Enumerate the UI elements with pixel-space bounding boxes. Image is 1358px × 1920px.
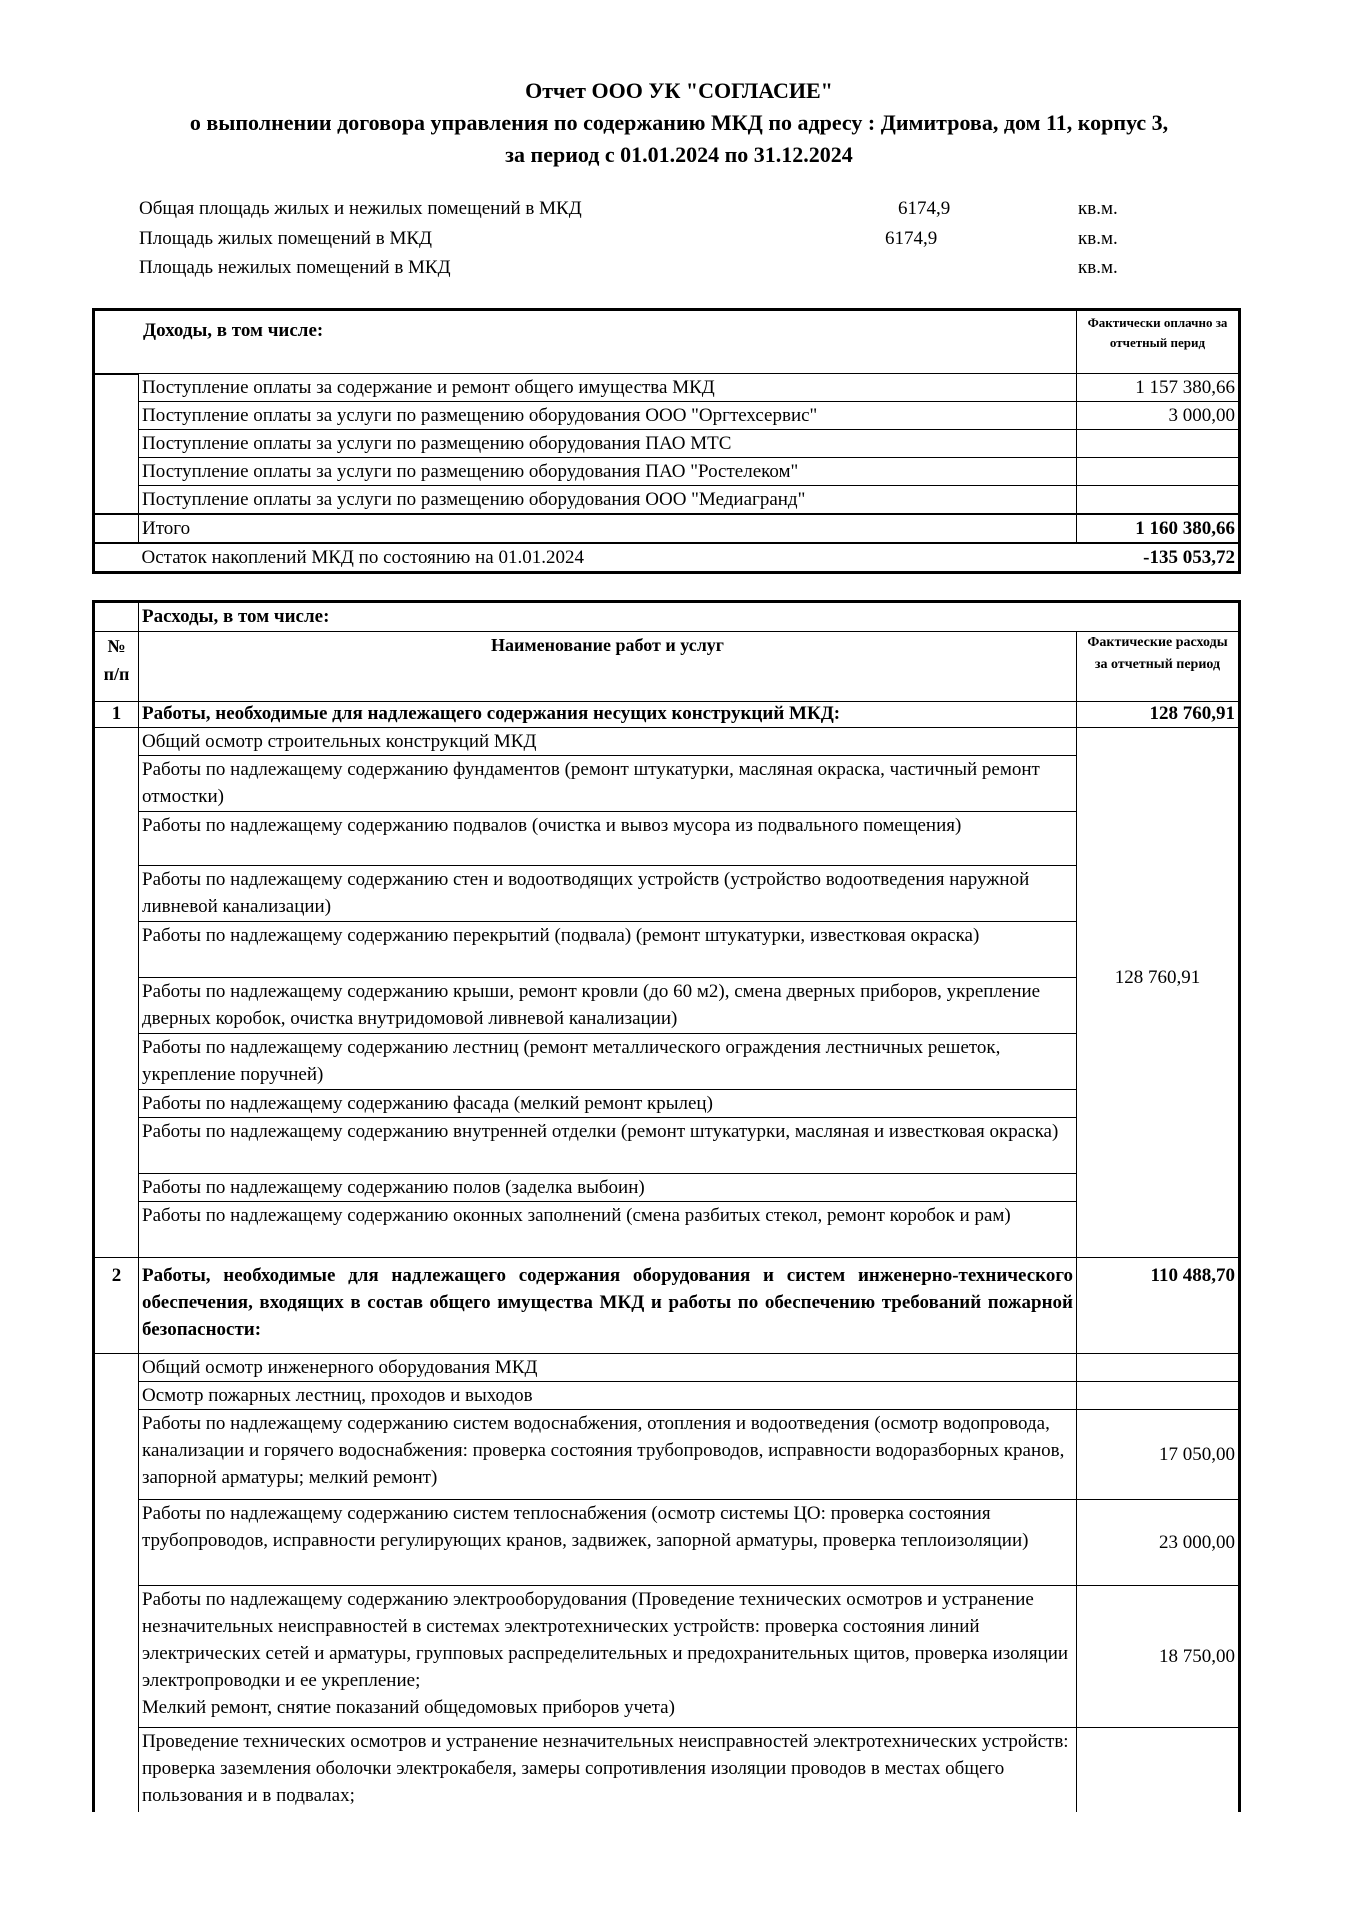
expenses-title: Расходы, в том числе:: [139, 602, 1240, 632]
area-living-value: 6174,9: [885, 228, 938, 249]
report-period: за период с 01.01.2024 по 31.12.2024: [505, 142, 853, 167]
section-num: 1: [94, 702, 139, 728]
work-item: Работы по надлежащему содержанию подвалов (очистка и вывоз мусора из подвального помещения): [139, 812, 1077, 866]
income-row: Поступление оплаты за услуги по размещению оборудования ООО "Оргтехсервис": [139, 402, 1077, 430]
work-item: Проведение технических осмотров и устранение незначительных неисправностей электротехнических устройств: проверка заземления оболочки электрокабеля, замеры сопротивления изоляции проводов в местах общего пользования и в подвалах;: [139, 1728, 1077, 1812]
col-name-header: Наименование работ и услуг: [139, 632, 1077, 702]
income-total-label: Итого: [139, 514, 1077, 543]
work-item-value: 23 000,00: [1077, 1500, 1240, 1586]
expenses-table: [92, 600, 1241, 1812]
income-col-header: Фактически оплачно за отчетный перид: [1077, 310, 1240, 374]
work-item: Осмотр пожарных лестниц, проходов и выходов: [139, 1382, 1077, 1410]
section-total: 128 760,91: [1077, 702, 1240, 728]
work-item-value: 18 750,00: [1077, 1586, 1240, 1728]
income-total-value: 1 160 380,66: [1077, 514, 1240, 543]
section-title: Работы, необходимые для надлежащего содержания оборудования и систем инженерно-технического обеспечения, входящих в состав общего имущества МКД и работы по обеспечению требований пожарной безопасности:: [139, 1258, 1077, 1354]
area-total-value: 6174,9: [898, 198, 951, 219]
area-living-unit: кв.м.: [1078, 228, 1118, 249]
col-num-header: № п/п: [94, 632, 139, 702]
section1-group-value: 128 760,91: [1077, 728, 1240, 1258]
work-item: Работы по надлежащему содержанию фасада (мелкий ремонт крылец): [139, 1090, 1077, 1118]
work-item: Общий осмотр инженерного оборудования МКД: [139, 1354, 1077, 1382]
section-title: Работы, необходимые для надлежащего содержания несущих конструкций МКД:: [139, 702, 1077, 728]
income-row-value: [1077, 458, 1240, 486]
income-table: [92, 308, 1241, 574]
income-row: Поступление оплаты за услуги по размещению оборудования ООО "Медиагранд": [139, 486, 1077, 515]
work-item: Работы по надлежащему содержанию полов (заделка выбоин): [139, 1174, 1077, 1202]
work-item-value: [1077, 1354, 1240, 1382]
income-row: Поступление оплаты за услуги по размещению оборудования ПАО МТС: [139, 430, 1077, 458]
income-row-value: 3 000,00: [1077, 402, 1240, 430]
work-item: Работы по надлежащему содержанию внутренней отделки (ремонт штукатурки, масляная и известковая окраска): [139, 1118, 1077, 1174]
income-row: Поступление оплаты за услуги по размещению оборудования ПАО "Ростелеком": [139, 458, 1077, 486]
work-item: Работы по надлежащему содержанию стен и водоотводящих устройств (устройство водоотведения наружной ливневой канализации): [139, 866, 1077, 922]
section-total: 110 488,70: [1077, 1258, 1240, 1354]
work-item: Работы по надлежащему содержанию лестниц (ремонт металлического ограждения лестничных решеток, укрепление поручней): [139, 1034, 1077, 1090]
balance-label: Остаток накоплений МКД по состоянию на 01.01.2024: [139, 543, 1077, 573]
income-row: Поступление оплаты за содержание и ремонт общего имущества МКД: [139, 374, 1077, 402]
report-subtitle: о выполнении договора управления по содержанию МКД по адресу : Димитрова, дом 11, корпус 3,: [189, 110, 1169, 135]
area-nonliving-label: Площадь нежилых помещений в МКД: [139, 257, 451, 278]
work-item: Работы по надлежащему содержанию фундаментов (ремонт штукатурки, масляная окраска, частичный ремонт отмостки): [139, 756, 1077, 812]
section-num: 2: [94, 1258, 139, 1354]
work-item: Работы по надлежащему содержанию систем теплоснабжения (осмотр системы ЦО: проверка состояния трубопроводов, исправности регулирующих кранов, задвижек, запорной арматуры, проверка теплоизоляции): [139, 1500, 1077, 1586]
area-nonliving-unit: кв.м.: [1078, 257, 1118, 278]
income-row-value: [1077, 430, 1240, 458]
work-item: Работы по надлежащему содержанию оконных заполнений (смена разбитых стекол, ремонт коробок и рам): [139, 1202, 1077, 1258]
col-value-header: Фактические расходы за отчетный период: [1077, 632, 1240, 702]
income-row-value: [1077, 486, 1240, 515]
area-total-label: Общая площадь жилых и нежилых помещений в МКД: [139, 198, 582, 219]
income-row-value: 1 157 380,66: [1077, 374, 1240, 402]
income-title: Доходы, в том числе:: [143, 320, 324, 341]
work-item-value: 17 050,00: [1077, 1410, 1240, 1500]
area-total-unit: кв.м.: [1078, 198, 1118, 219]
work-item: Работы по надлежащему содержанию перекрытий (подвала) (ремонт штукатурки, известковая окраска): [139, 922, 1077, 978]
work-item: Работы по надлежащему содержанию электрооборудования (Проведение технических осмотров и устранение незначительных неисправностей в системах электротехнических устройств: проверка состояния линий электрических сетей и арматуры, групповых распределительных и предохранительных щитов, проверка изоляции электропроводки и ее укрепление; Мелкий ремонт, снятие показаний общедомовых приборов учета): [139, 1586, 1077, 1728]
report-title: Отчет ООО УК "СОГЛАСИЕ": [525, 78, 833, 103]
work-item: Общий осмотр строительных конструкций МКД: [139, 728, 1077, 756]
balance-value: -135 053,72: [1077, 543, 1240, 573]
work-item-value: [1077, 1382, 1240, 1410]
work-item-value: [1077, 1728, 1240, 1812]
work-item: Работы по надлежащему содержанию крыши, ремонт кровли (до 60 м2), смена дверных приборов, укрепление дверных коробок, очистка внутридомовой ливневой канализации): [139, 978, 1077, 1034]
area-living-label: Площадь жилых помещений в МКД: [139, 228, 432, 249]
work-item: Работы по надлежащему содержанию систем водоснабжения, отопления и водоотведения (осмотр водопровода, канализации и горячего водоснабжения: проверка состояния трубопроводов, исправности водоразборных кранов, запорной арматуры; мелкий ремонт): [139, 1410, 1077, 1500]
